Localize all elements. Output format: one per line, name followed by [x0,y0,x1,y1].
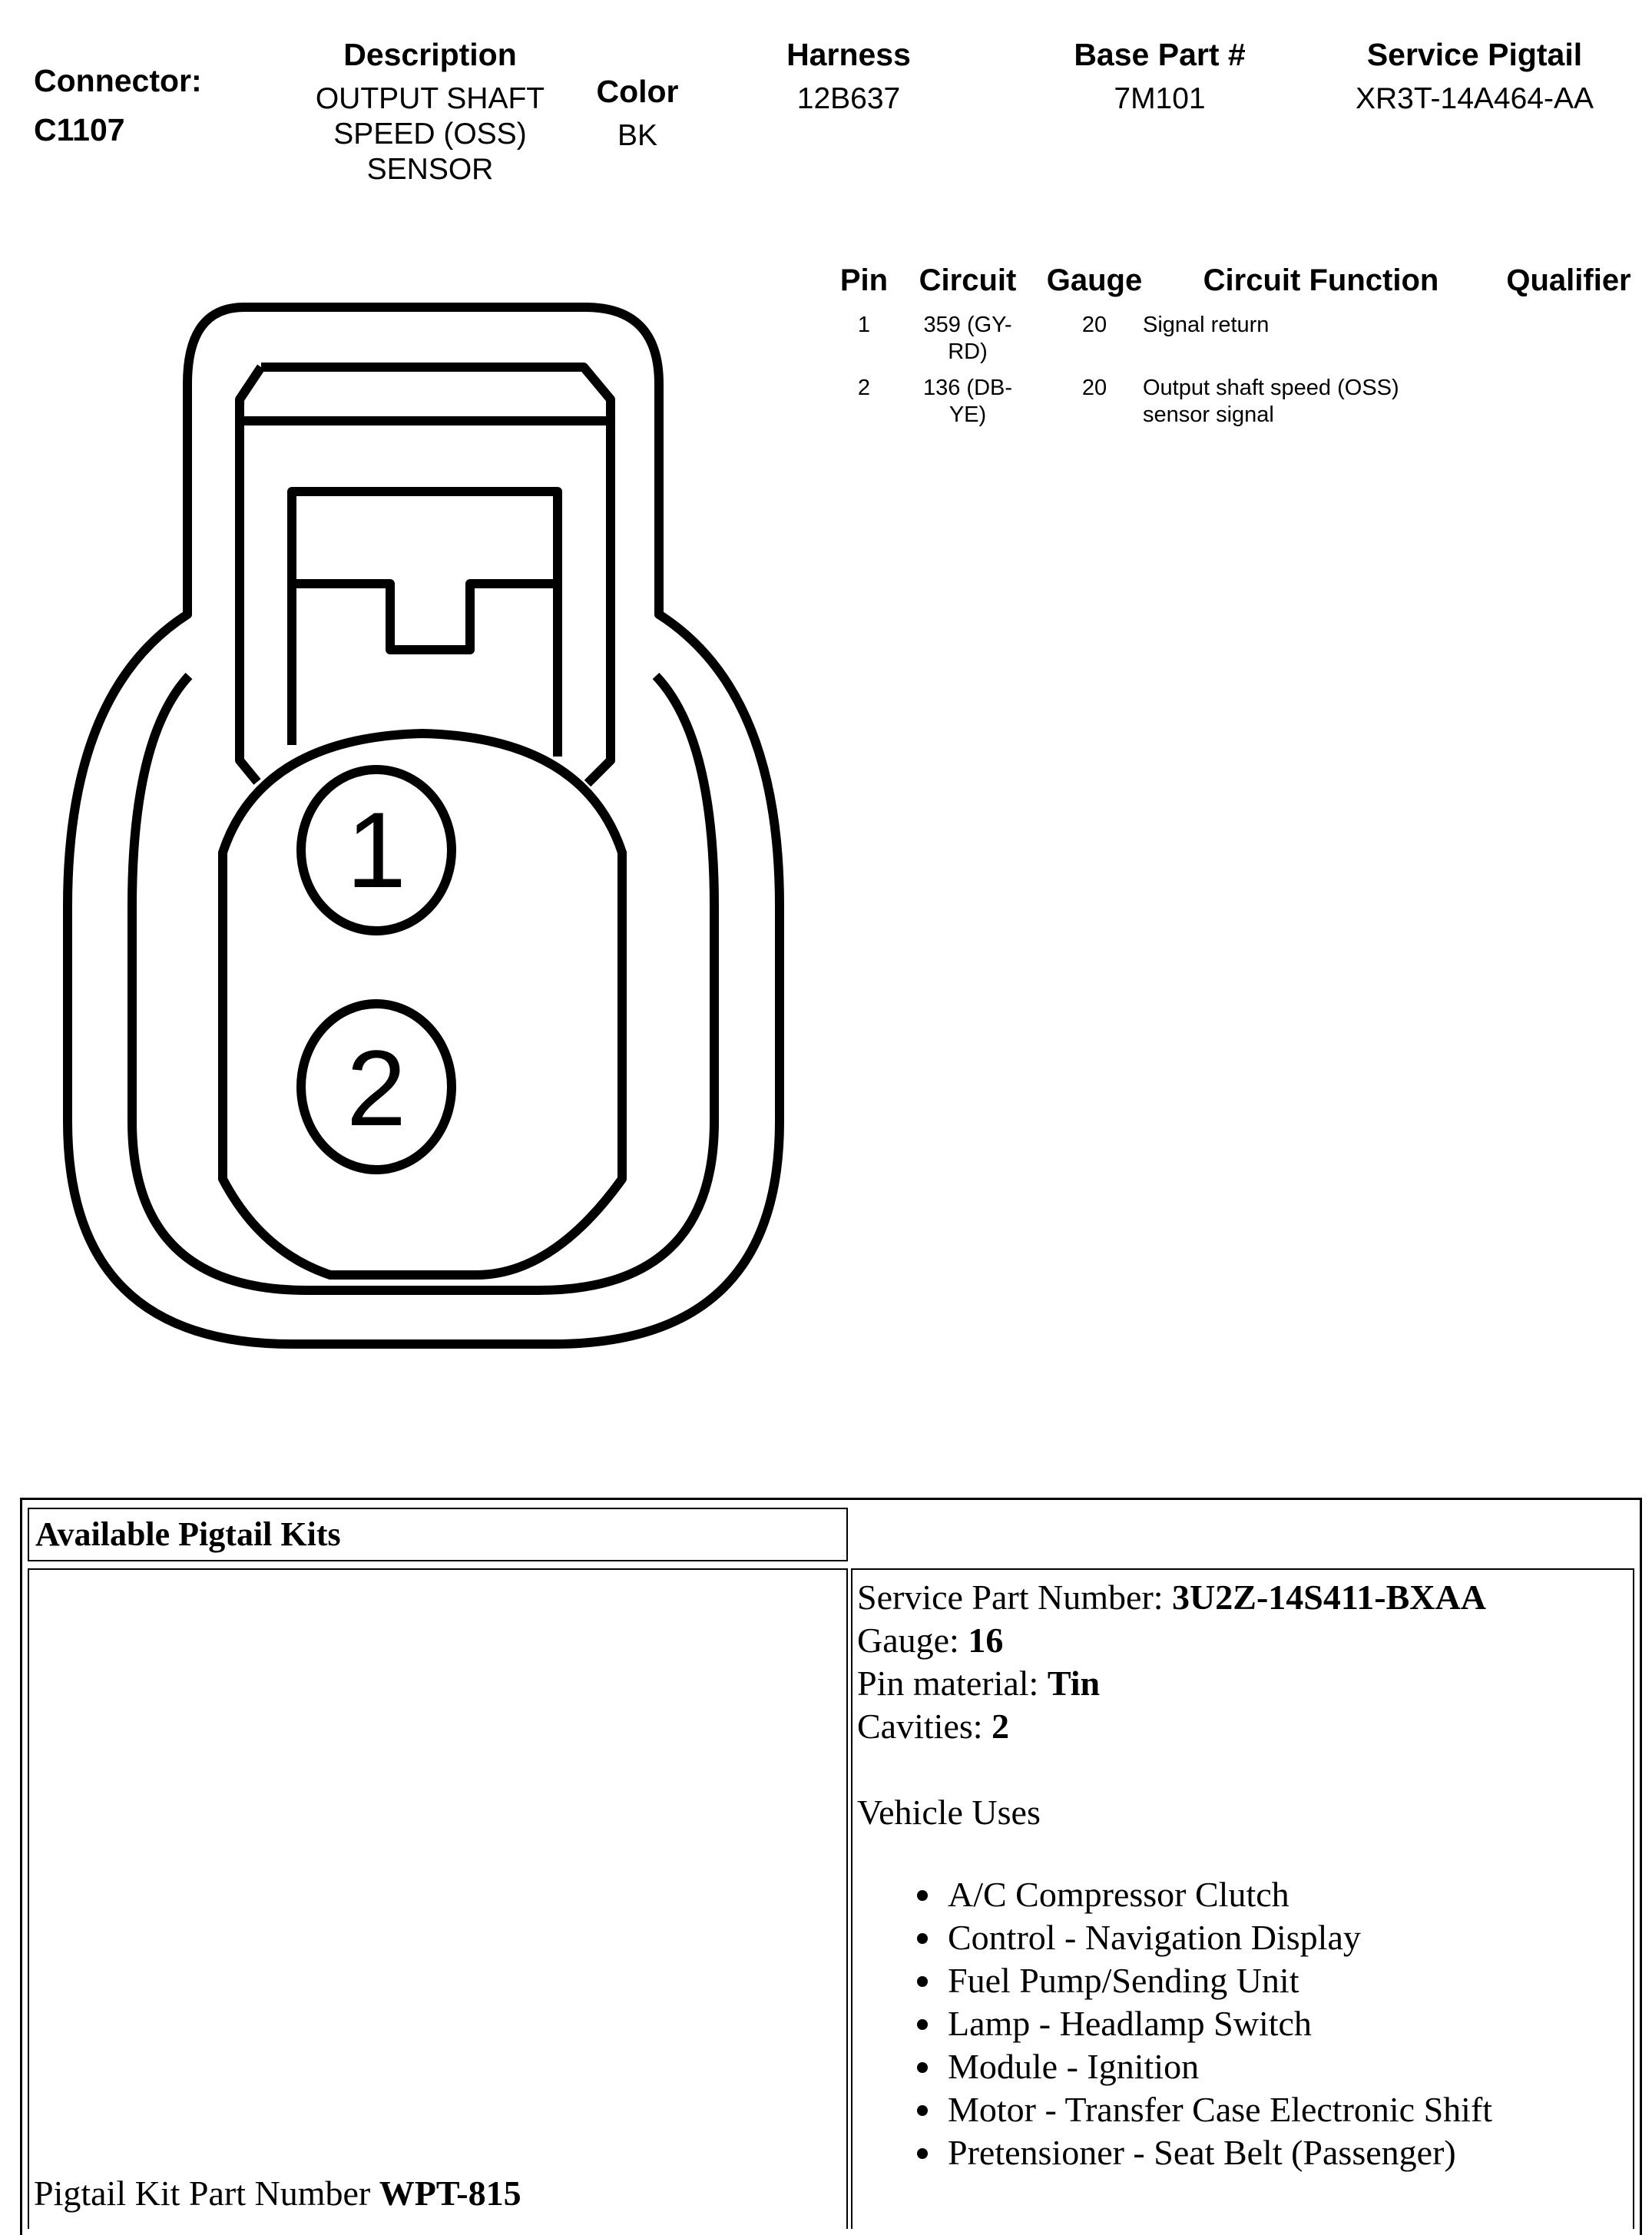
vehicle-use: Motor - Transfer Case Electronic Shift [948,2090,1493,2129]
gauge-header: Gauge [1046,263,1143,297]
service-part-value: 3U2Z-14S411-BXAA [1172,1578,1486,1617]
pin-label-2: 2 [346,1028,406,1148]
function-header: Circuit Function [1203,263,1439,297]
bullet-icon [917,2105,928,2116]
bullet-icon [917,1890,928,1901]
pigtail-kit-part-number [34,2172,521,2215]
circuit-cell [906,312,1029,366]
connector-pin-area [223,733,622,1275]
harness-heading: Harness [786,37,911,72]
base-part-column [1045,37,1275,117]
connector-id: C1107 [34,112,125,147]
connector-outer-shell [68,307,780,1344]
pin-cell: 2 [857,376,871,400]
description-line: OUTPUT SHAFT [315,82,545,115]
vehicle-use: Control - Navigation Display [948,1918,1361,1957]
pin-material-label: Pin material: [857,1664,1048,1703]
circuit-header: Circuit [919,263,1017,297]
list-item [899,1959,1492,2002]
list-item [899,2131,1492,2174]
function-cell [1143,312,1481,339]
connector-key [292,492,558,757]
vehicle-uses-label: Vehicle Uses [857,1793,1041,1832]
kit-gauge-label: Gauge: [857,1621,968,1660]
qualifier-header: Qualifier [1506,263,1631,297]
circuit-line: 136 (DB- [922,376,1013,400]
gauge-cell: 20 [1081,313,1107,337]
bullet-icon [917,1976,928,1987]
harness-value: 12B637 [796,82,901,115]
description-line: SPEED (OSS) [333,118,527,151]
service-part-number [857,1576,1486,1619]
kit-gauge-value: 16 [968,1621,1004,1660]
connector-face-diagram [54,292,791,1367]
vehicle-use: Pretensioner - Seat Belt (Passenger) [948,2133,1456,2172]
cavities-value: 2 [992,1707,1010,1746]
kit-part-value: WPT-815 [379,2174,521,2213]
circuit-line: YE) [948,402,987,427]
base-part-value: 7M101 [1114,82,1206,115]
bullet-icon [917,2019,928,2030]
bullet-icon [917,2062,928,2073]
pigtail-kits-title: Available Pigtail Kits [28,1508,848,1561]
kit-gauge [857,1619,1003,1662]
pin-cell: 1 [857,313,871,337]
description-line: SENSOR [366,153,494,186]
cavities-label: Cavities: [857,1707,992,1746]
function-line: Output shaft speed (OSS) [1143,376,1399,400]
vehicle-use: A/C Compressor Clutch [948,1875,1289,1914]
color-heading: Color [596,74,679,109]
function-cell [1143,375,1481,429]
vehicle-use: Lamp - Headlamp Switch [948,2004,1312,2043]
vehicle-use: Fuel Pump/Sending Unit [948,1961,1299,2000]
service-part-label: Service Part Number: [857,1578,1173,1617]
pigtail-kit-image-cell [28,1568,848,2229]
vehicle-uses-list [899,1873,1492,2174]
service-pigtail-column [1306,37,1644,117]
description-heading: Description [343,37,517,72]
pin-label-1: 1 [346,790,406,910]
connector-label: Connector: [34,63,202,98]
circuit-line: 359 (GY- [923,313,1012,337]
gauge-cell: 20 [1081,376,1107,400]
list-item [899,1873,1492,1916]
color-value: BK [617,119,658,152]
bullet-icon [917,1933,928,1944]
service-pigtail-value: XR3T-14A464-AA [1355,82,1594,115]
connector-latch [240,367,261,782]
list-item [899,1916,1492,1959]
bullet-icon [917,2148,928,2159]
cavities [857,1705,1009,1748]
description-column [292,37,568,187]
vehicle-use: Module - Ignition [948,2047,1200,2086]
pigtail-kit-details-cell [851,1568,1634,2229]
connector-key-notch [292,584,558,650]
list-item [899,2045,1492,2088]
kit-part-label: Pigtail Kit Part Number [34,2174,379,2213]
color-column [568,74,707,154]
function-line: Signal return [1143,313,1270,337]
service-pigtail-heading: Service Pigtail [1366,37,1583,72]
pin-header: Pin [839,263,889,297]
circuit-cell [906,375,1029,429]
function-line: sensor signal [1143,402,1274,427]
pin-material [857,1662,1100,1705]
harness-column [737,37,960,117]
pin-material-value: Tin [1047,1664,1101,1703]
circuit-line: RD) [948,339,988,364]
list-item [899,2002,1492,2045]
list-item [899,2088,1492,2131]
base-part-heading: Base Part # [1074,37,1246,72]
